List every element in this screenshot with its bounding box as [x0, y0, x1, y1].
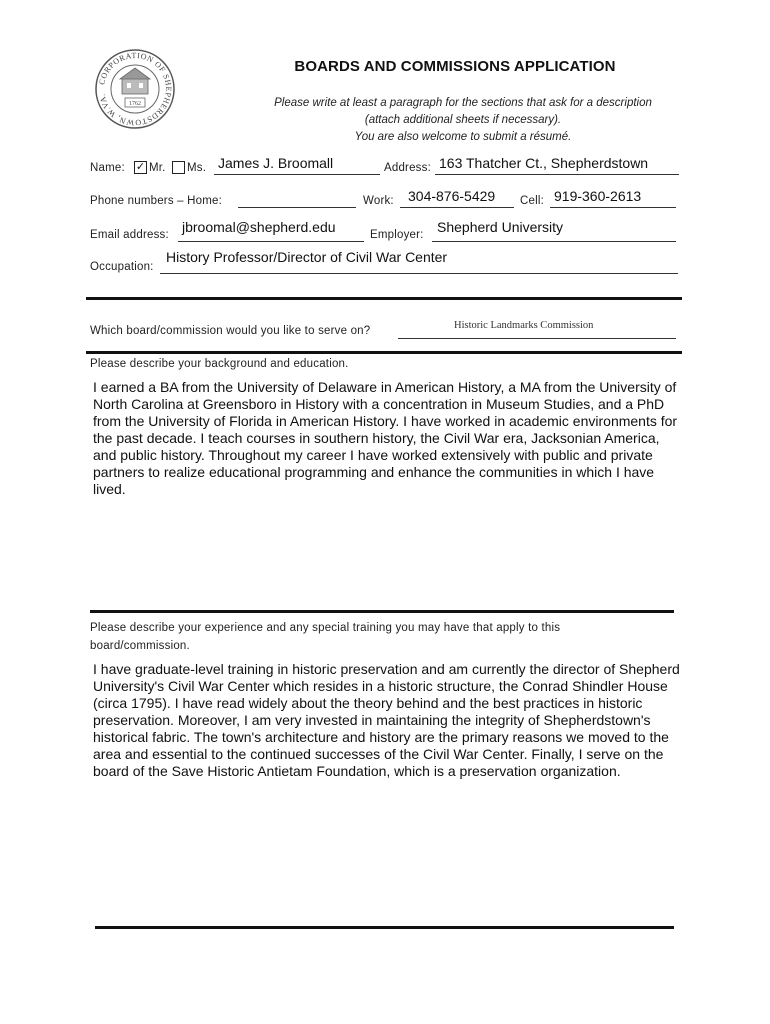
work-phone-field[interactable]: 304-876-5429 — [408, 188, 496, 204]
name-field[interactable]: James J. Broomall — [218, 155, 334, 171]
email-underline — [178, 241, 364, 242]
board-underline — [398, 338, 676, 339]
address-label: Address: — [384, 162, 431, 174]
address-underline — [435, 174, 679, 175]
town-seal — [94, 48, 176, 130]
background-answer[interactable]: I earned a BA from the University of Delaware in American History, a MA from the University of North Carolina at Greensboro in History with a concentration in Museum Studies, and a PhD from the University of Florida in American History. I have worked in academic environments for the past decade. I teach courses in southern history, the Civil War era, Jacksonian America, and public history. Throughout my career I have worked extensively with public and private partners to realize educational programming and enhance the communities in which I have lived. — [93, 379, 678, 497]
employer-field[interactable]: Shepherd University — [437, 219, 564, 235]
seal-text: CORPORATION OF SHEPHERDSTOWN, W.VA. — [97, 50, 174, 128]
section-divider-3 — [90, 610, 674, 613]
instructions-line-2: (attach additional sheets if necessary). — [364, 114, 562, 126]
employer-underline — [432, 241, 676, 242]
background-prompt: Please describe your background and education. — [90, 358, 349, 370]
email-field[interactable]: jbroomal@shepherd.edu — [182, 219, 336, 235]
experience-answer[interactable]: I have graduate-level training in historic preservation and am currently the director of Shepherd University's Civil War Center which resides in a historic structure, the Conrad Shindler House (circa 1795). I have read widely about the theory behind and the best practices in historic preservation. Moreover, I am very invested in maintaining the integrity of Shepherdstown's historical fabric. The town's architecture and history are the primary reasons we moved to the area and essential to the continued successes of the Civil War Center. Finally, I serve on the board of the Save Historic Antietam Foundation, which is a preservation organization. — [93, 661, 680, 779]
work-label: Work: — [363, 195, 394, 207]
form-title: BOARDS AND COMMISSIONS APPLICATION — [294, 58, 616, 75]
cell-label: Cell: — [520, 195, 545, 207]
experience-prompt-line-1: Please describe your experience and any special training you may have that apply to this — [90, 622, 561, 634]
occupation-field[interactable]: History Professor/Director of Civil War Center — [166, 249, 448, 265]
experience-prompt-line-2: board/commission. — [90, 640, 190, 652]
instructions-line-3: You are also welcome to submit a résumé. — [354, 131, 572, 143]
section-divider-1 — [86, 297, 682, 300]
seal-year: 1762 — [129, 101, 141, 107]
cell-underline — [550, 207, 676, 208]
instructions-line-1: Please write at least a paragraph for the sections that ask for a description — [274, 97, 652, 109]
work-underline — [400, 207, 514, 208]
section-divider-2 — [86, 351, 682, 354]
phone-home-label: Phone numbers – Home: — [90, 195, 223, 207]
email-label: Email address: — [90, 229, 169, 241]
cell-phone-field[interactable]: 919-360-2613 — [554, 188, 642, 204]
section-divider-4 — [95, 926, 674, 929]
ms-checkbox[interactable] — [172, 161, 185, 174]
mr-label: Mr. — [149, 162, 166, 174]
occupation-underline — [160, 273, 678, 274]
ms-label: Ms. — [187, 162, 207, 174]
address-field[interactable]: 163 Thatcher Ct., Shepherdstown — [439, 155, 649, 171]
occupation-label: Occupation: — [90, 261, 154, 273]
board-field[interactable]: Historic Landmarks Commission — [454, 320, 594, 331]
employer-label: Employer: — [370, 229, 424, 241]
mr-checkbox[interactable]: ✓ — [135, 161, 146, 173]
name-label: Name: — [90, 162, 125, 174]
home-underline — [238, 207, 356, 208]
name-underline — [214, 174, 380, 175]
board-question: Which board/commission would you like to serve on? — [90, 325, 371, 337]
